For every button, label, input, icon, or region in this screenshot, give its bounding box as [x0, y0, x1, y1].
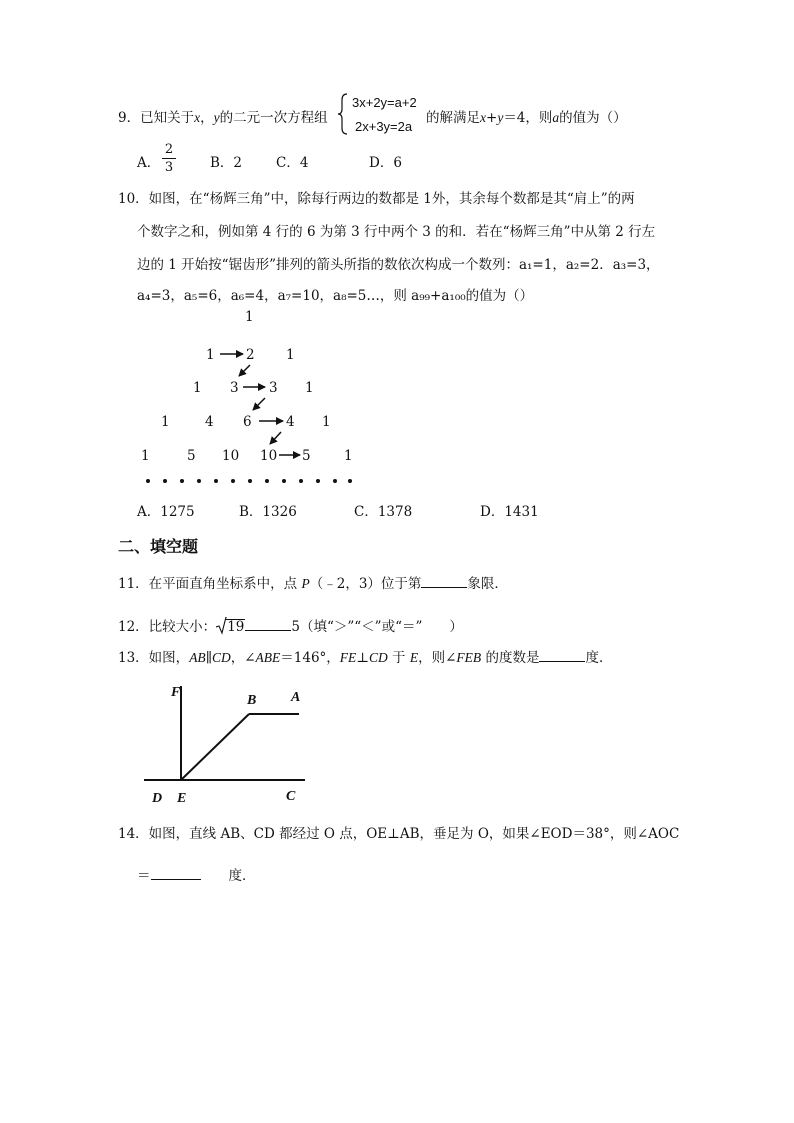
- answer-blank[interactable]: [421, 574, 467, 588]
- q10-option-c: C．1378: [354, 504, 413, 520]
- label-e: E: [177, 791, 187, 805]
- label-b: B: [247, 693, 257, 708]
- triangle-r5-c1: 1: [141, 448, 150, 464]
- label-f: F: [171, 685, 181, 700]
- q10-option-d: D．1431: [480, 504, 539, 520]
- triangle-r2-c1: 1: [206, 347, 215, 363]
- triangle-r3-c1: 1: [193, 380, 202, 396]
- triangle-r2-c2: 2: [246, 347, 255, 363]
- section-title: 二、填空题: [118, 537, 199, 556]
- q11: 11．在平面直角坐标系中，点 P（﹣2，3）位于第 象限．: [118, 576, 508, 592]
- answer-blank[interactable]: [539, 648, 585, 662]
- triangle-r4-c3: 6: [243, 414, 252, 430]
- label-a: A: [291, 690, 301, 705]
- triangle-r5-c2: 5: [187, 448, 196, 464]
- triangle-r5-c4: 10: [260, 448, 278, 464]
- answer-blank[interactable]: [151, 866, 201, 880]
- q9-option-d: D．6: [369, 155, 402, 171]
- square-root: 19: [216, 619, 245, 635]
- q12: 12．比较大小： 19 5（填“＞”“＜”或“＝” ）: [118, 619, 463, 635]
- arrow-down-left-icon: [270, 432, 281, 444]
- line-eb: [181, 714, 249, 780]
- zigzag-arrows: [0, 0, 794, 520]
- q14-line-1: 14．如图，直线 AB、CD 都经过 O 点，OE⊥AB，垂足为 O，如果∠EOD＝38°，则∠AOC: [118, 826, 680, 842]
- triangle-r3-c2: 3: [230, 380, 239, 396]
- q9-condition: 的解满足x+y＝4，则a的值为（）: [426, 110, 627, 126]
- q13: 13．如图，AB∥CD，∠ABE＝146°，FE⊥CD 于 E，则∠FEB 的度数是 度．: [118, 650, 613, 666]
- radical-sign-icon: [216, 617, 227, 635]
- q10-line-1: 10．如图，在“杨辉三角”中，除每行两边的数都是 1外，其余每个数都是其“肩上”的两: [118, 191, 635, 207]
- q10-option-a: A．1275: [137, 504, 195, 520]
- triangle-r3-c4: 1: [305, 380, 314, 396]
- triangle-r4-c5: 1: [322, 414, 331, 430]
- triangle-r5-c3: 10: [222, 448, 240, 464]
- q9-option-a-label: A．: [137, 155, 161, 171]
- q10-line-3: 边的 1 开始按“锯齿形”排列的箭头所指的数依次构成一个数列：a₁=1，a₂=2．a₃=3，: [137, 257, 660, 273]
- triangle-r5-c5: 5: [302, 448, 311, 464]
- q10-line-2: 个数字之和，例如第 4 行的 6 为第 3 行中两个 3 的和．若在“杨辉三角”中从第 2 行左: [137, 224, 656, 240]
- arrow-down-left-icon: [253, 398, 265, 410]
- triangle-r4-c4: 4: [286, 414, 295, 430]
- arrow-down-left-icon: [239, 365, 250, 376]
- answer-blank[interactable]: [245, 617, 291, 631]
- triangle-r2-c3: 1: [286, 347, 295, 363]
- equation-1: 3x+2y=a+2: [352, 95, 417, 110]
- q9-stem: 9．已知关于x，y的二元一次方程组: [118, 110, 328, 126]
- triangle-r1-c1: 1: [245, 309, 254, 325]
- triangle-r4-c2: 4: [205, 414, 214, 430]
- q14-line-2: ＝ 度．: [137, 868, 256, 884]
- label-d: D: [152, 791, 163, 805]
- q9-option-b: B．2: [210, 155, 243, 171]
- q10-option-b: B．1326: [239, 504, 297, 520]
- geometry-figure: [140, 680, 310, 805]
- triangle-r4-c1: 1: [161, 414, 170, 430]
- q9-option-c: C．4: [276, 155, 309, 171]
- q10-line-4: a₄=3，a₅=6，a₆=4，a₇=10，a₈=5…，则 a₉₉+a₁₀₀的值为（）: [137, 288, 534, 304]
- triangle-r3-c3: 3: [269, 380, 278, 396]
- equation-2: 2x+3y=2a: [355, 119, 413, 134]
- q9-option-a-fraction: 2 3: [162, 142, 176, 175]
- triangle-r5-c6: 1: [344, 448, 353, 464]
- label-c: C: [286, 789, 296, 804]
